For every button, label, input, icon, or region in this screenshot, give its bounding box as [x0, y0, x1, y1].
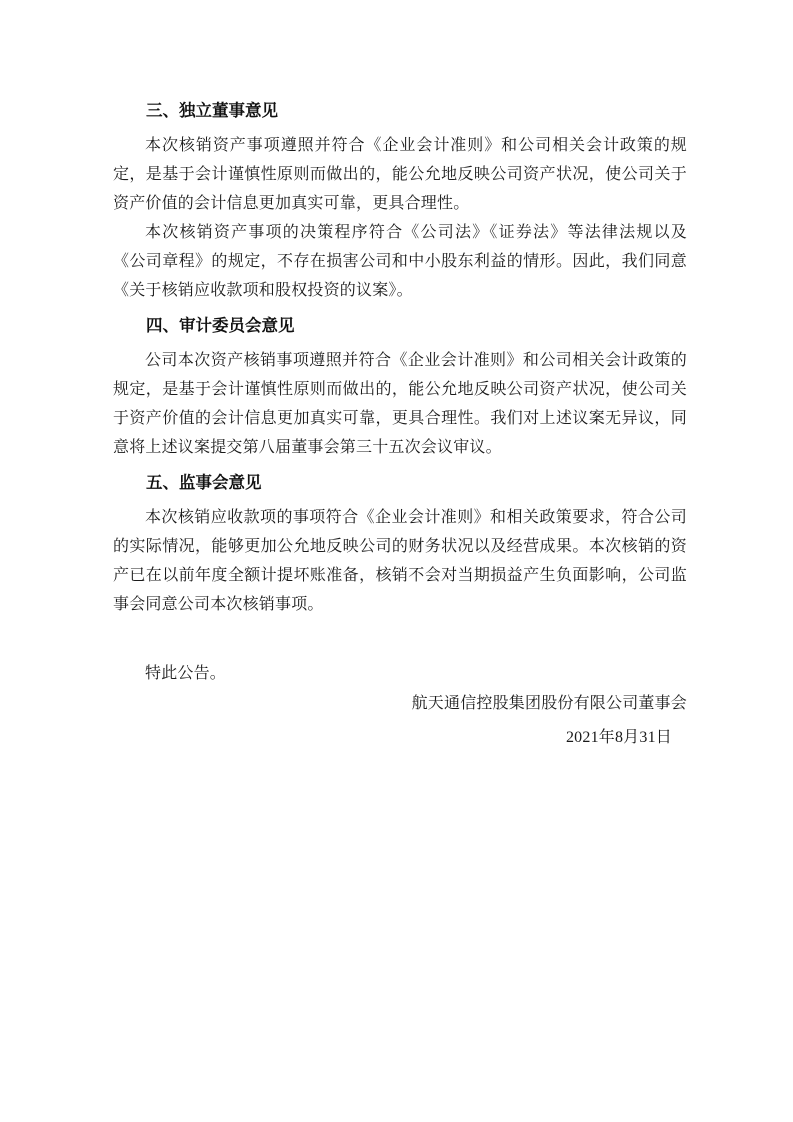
section-supervisory-board-opinion [113, 468, 687, 619]
section-heading-supervisory-board: 五、监事会意见 [146, 473, 262, 492]
closing-statement: 特此公告。 [145, 665, 227, 682]
paragraph: 本次核销应收款项的事项符合《企业会计准则》和相关政策要求，符合公司的实际情况，能够更加公允地反映公司的财务状况以及经营成果。本次核销的资产已在以前年度全额计提坏账准备，核销不会对当期损益产生负面影响，公司监事会同意公司本次核销事项。 [113, 509, 687, 613]
section-heading-independent-directors: 三、独立董事意见 [146, 101, 278, 120]
section-heading-audit-committee: 四、审计委员会意见 [146, 316, 295, 335]
section-independent-directors-opinion [113, 96, 687, 305]
paragraph: 公司本次资产核销事项遵照并符合《企业会计准则》和公司相关会计政策的规定，是基于会计谨慎性原则而做出的，能公允地反映公司资产状况，使公司关于资产价值的会计信息更加真实可靠，更具合理性。我们对上述议案无异议，同意将上述议案提交第八届董事会第三十五次会议审议。 [113, 352, 687, 456]
section-audit-committee-opinion [113, 311, 687, 462]
paragraph: 本次核销资产事项遵照并符合《企业会计准则》和公司相关会计政策的规定，是基于会计谨慎性原则而做出的，能公允地反映公司资产状况，使公司关于资产价值的会计信息更加真实可靠，更具合理性。 [113, 137, 687, 212]
announcement-date: 2021年8月31日 [565, 729, 672, 746]
signature-company-board: 航天通信控股集团股份有限公司董事会 [411, 695, 687, 712]
paragraph: 本次核销资产事项的决策程序符合《公司法》《证券法》等法律法规以及《公司章程》的规定，不存在损害公司和中小股东利益的情形。因此，我们同意《关于核销应收款项和股权投资的议案》。 [113, 224, 687, 299]
